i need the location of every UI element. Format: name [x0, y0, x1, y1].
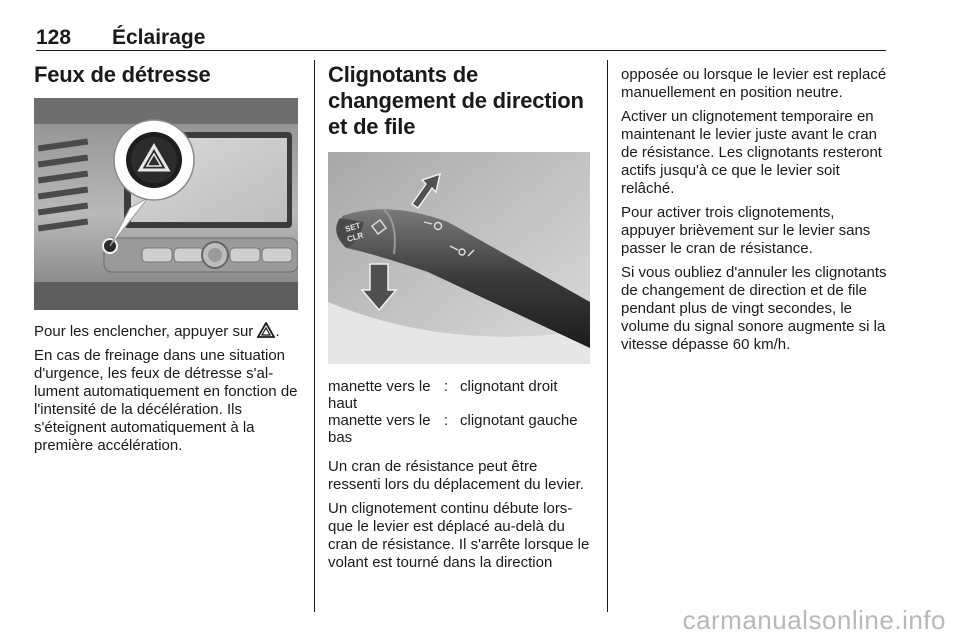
instruction-text: Pour les enclencher, appuyer sur	[34, 323, 254, 340]
paragraph: Un cran de résistance peut être ressenti lors du déplacement du levier.	[328, 458, 584, 493]
definition-term: manette vers le bas	[328, 412, 431, 446]
paragraph: Un clignotement continu débute lorsque le levier est déplacé au-delà du cran de résistance. Il s'arrête lorsque le volant est tourné dans la direction	[328, 500, 590, 571]
sentence-end: .	[275, 323, 280, 340]
lever-label-clr: CLR	[346, 230, 365, 244]
definition-description: clignotant droit	[460, 378, 558, 395]
definition-row	[328, 412, 592, 446]
section-title: Éclairage	[112, 26, 206, 49]
paragraph: Si vous oubliez d'annuler les clignotants de changement de direction et de file pendant plus de vingt secondes, le volume du signal sonore augmente si la vitesse dépasse 60 km/h.	[621, 264, 887, 353]
column-continued	[621, 66, 889, 360]
hazard-warning-icon	[257, 322, 275, 338]
paragraph: opposée ou lorsque le levier est replacé manuellement en position neutre.	[621, 66, 887, 101]
section-heading: Feux de détresse	[34, 62, 211, 87]
lever-label-set: SET	[344, 220, 362, 234]
header-rule	[36, 50, 886, 51]
definition-row	[328, 378, 592, 412]
paragraph: En cas de freinage dans une situation d'urgence, les feux de détresse s'allument automatiquement en fonction de l'intensité de la décélération. Ils s'éteignent automatiquement à la première accélération.	[34, 347, 298, 454]
turn-signal-lever-illustration	[328, 152, 590, 364]
column-hazard-lights	[34, 62, 300, 461]
dashboard-figure	[34, 98, 300, 310]
column-turn-signals	[328, 62, 592, 578]
dashboard-illustration	[34, 98, 298, 310]
watermark: carmanualsonline.info	[682, 605, 946, 635]
column-divider	[314, 60, 315, 612]
page-number: 128	[36, 26, 72, 49]
section-heading: Clignotants de changement de direction et de file	[328, 62, 584, 139]
page-header	[36, 26, 886, 48]
paragraph: Activer un clignotement temporaire en maintenant le levier juste avant le cran de résistance. Les clignotants resteront actifs jusqu'à ce que le levier soit relâché.	[621, 108, 882, 197]
definition-separator: :	[444, 378, 449, 395]
definition-description: clignotant gauche	[460, 412, 578, 429]
definition-term: manette vers le haut	[328, 378, 431, 412]
paragraph	[34, 322, 300, 341]
definition-list	[328, 378, 592, 446]
paragraph: Pour activer trois clignotements, appuyer brièvement sur le levier sans passer le cran de résistance.	[621, 204, 871, 257]
definition-separator: :	[444, 412, 449, 429]
lever-figure	[328, 152, 592, 364]
column-divider	[607, 60, 608, 612]
